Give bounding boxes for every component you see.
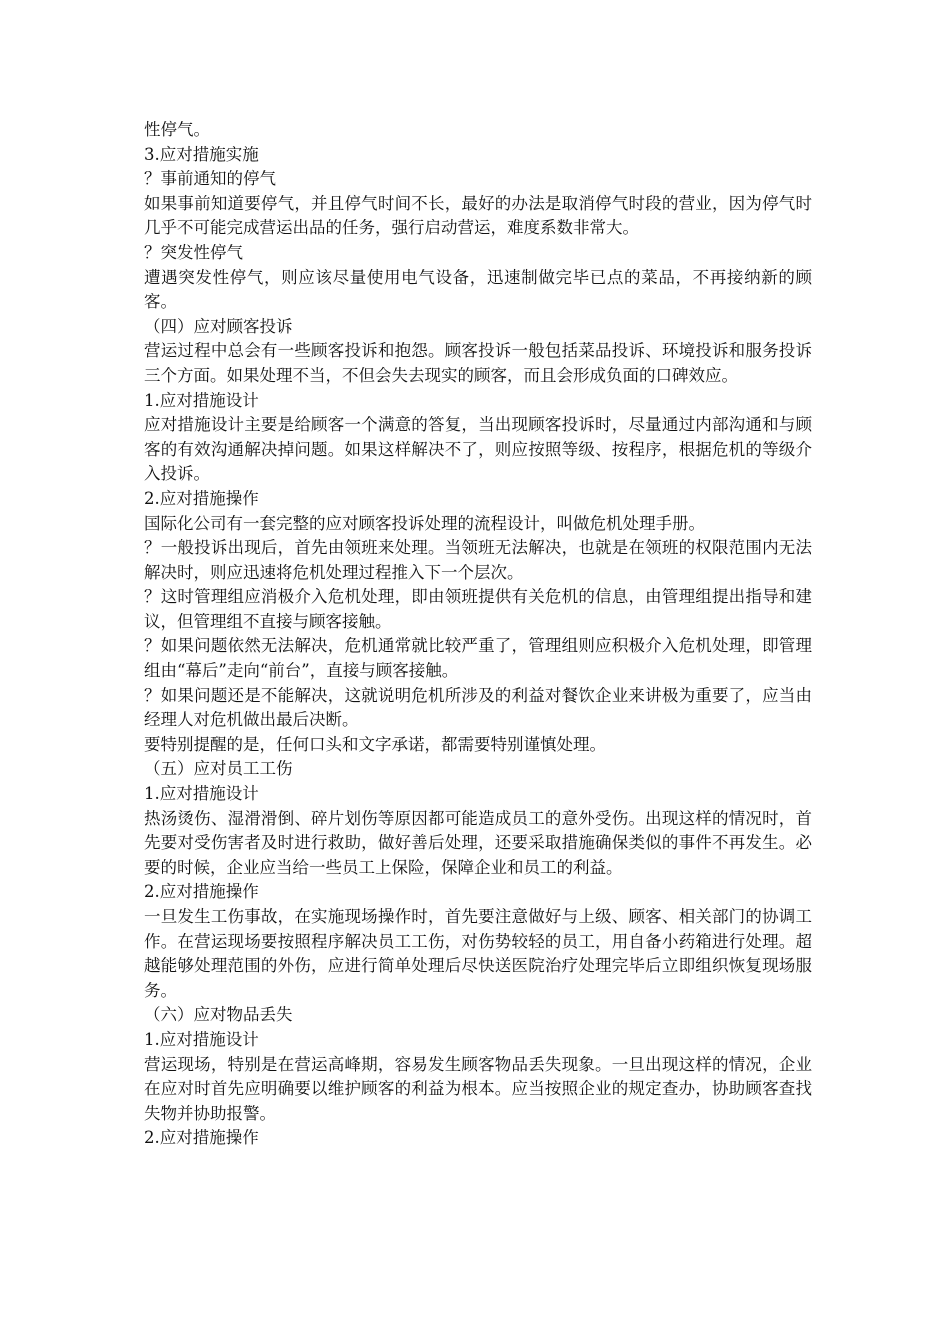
- bullet-paragraph: ？一般投诉出现后，首先由领班来处理。当领班无法解决，也就是在领班的权限范围内无法解决时，则应迅速将危机处理过程推入下一个层次。: [144, 538, 812, 582]
- paragraph: 国际化公司有一套完整的应对顾客投诉处理的流程设计，叫做危机处理手册。: [144, 513, 705, 533]
- bullet-heading: ？事前通知的停气: [144, 169, 276, 189]
- paragraph: 热汤烫伤、湿滑滑倒、碎片划伤等原因都可能造成员工的意外受伤。出现这样的情况时，首先要对受伤害者及时进行救助，做好善后处理，还要采取措施确保类似的事件不再发生。必要的时候，企业应当给一些员工上保险，保障企业和员工的利益。: [144, 808, 812, 877]
- section-heading: （六）应对物品丢失: [144, 1005, 293, 1025]
- paragraph: 如果事前知道要停气，并且停气时间不长，最好的办法是取消停气时段的营业，因为停气时几乎不可能完成营运出品的任务，强行启动营运，难度系数非常大。: [144, 193, 812, 238]
- document-page: [144, 118, 812, 1151]
- section-heading: （四）应对顾客投诉: [144, 316, 293, 336]
- paragraph: 应对措施设计主要是给顾客一个满意的答复，当出现顾客投诉时，尽量通过内部沟通和与顾客的有效沟通解决掉问题。如果这样解决不了，则应按照等级、按程序，根据危机的等级介入投诉。: [144, 415, 812, 484]
- bullet-paragraph: ？如果问题依然无法解决，危机通常就比较严重了，管理组则应积极介入危机处理，即管理组由“幕后”走向“前台”，直接与顾客接触。: [144, 636, 812, 681]
- section-heading: （五）应对员工工伤: [144, 759, 293, 779]
- paragraph: 营运现场，特别是在营运高峰期，容易发生顾客物品丢失现象。一旦出现这样的情况，企业在应对时首先应明确要以维护顾客的利益为根本。应当按照企业的规定查办，协助顾客查找失物并协助报警。: [144, 1054, 812, 1123]
- section-heading: 1.应对措施设计: [144, 784, 259, 804]
- paragraph: 营运过程中总会有一些顾客投诉和抱怨。顾客投诉一般包括菜品投诉、环境投诉和服务投诉三个方面。如果处理不当，不但会失去现实的顾客，而且会形成负面的口碑效应。: [144, 341, 812, 385]
- section-heading: 1.应对措施设计: [144, 1029, 259, 1049]
- bullet-paragraph: ？如果问题还是不能解决，这就说明危机所涉及的利益对餐饮企业来讲极为重要了，应当由经理人对危机做出最后决断。: [144, 685, 812, 730]
- bullet-heading: ？突发性停气: [144, 242, 243, 262]
- paragraph: 一旦发生工伤事故，在实施现场操作时，首先要注意做好与上级、顾客、相关部门的协调工作。在营运现场要按照程序解决员工工伤，对伤势较轻的员工，用自备小药箱进行处理。超越能够处理范围的外伤，应进行简单处理后尽快送医院治疗处理完毕后立即组织恢复现场服务。: [144, 907, 812, 1000]
- paragraph: 性停气。: [144, 120, 210, 139]
- section-heading: 2.应对措施操作: [144, 1128, 259, 1148]
- section-heading: 2.应对措施操作: [144, 882, 259, 902]
- section-heading: 1.应对措施设计: [144, 390, 259, 410]
- section-heading: 3.应对措施实施: [144, 144, 259, 164]
- paragraph: 遭遇突发性停气，则应该尽量使用电气设备，迅速制做完毕已点的菜品，不再接纳新的顾客。: [144, 267, 812, 312]
- section-heading: 2.应对措施操作: [144, 488, 259, 508]
- bullet-paragraph: ？这时管理组应消极介入危机处理，即由领班提供有关危机的信息，由管理组提出指导和建议，但管理组不直接与顾客接触。: [144, 587, 812, 631]
- paragraph: 要特别提醒的是，任何口头和文字承诺，都需要特别谨慎处理。: [144, 734, 606, 754]
